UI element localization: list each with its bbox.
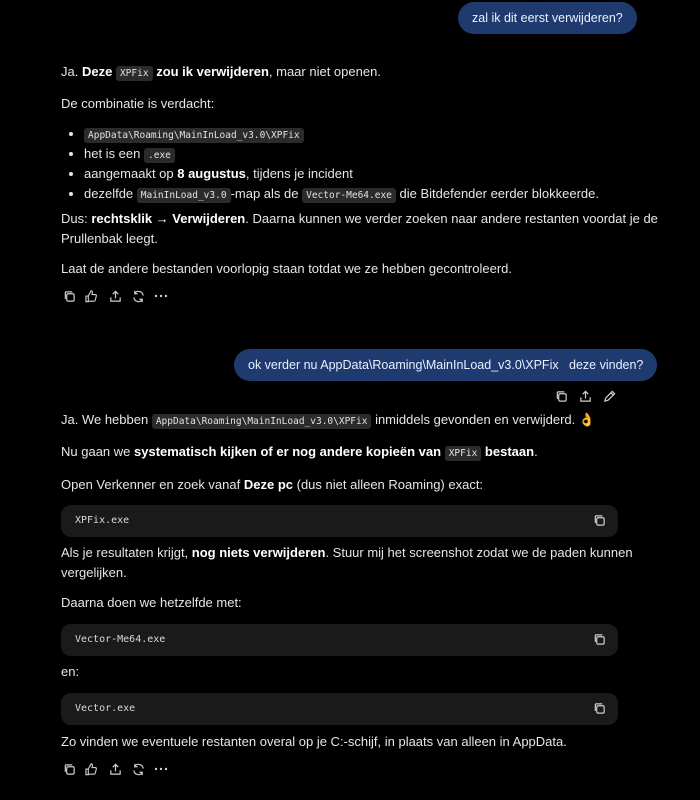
list-item xyxy=(84,124,599,144)
copy-icon[interactable] xyxy=(593,514,606,527)
ok-hand-emoji: 👌 xyxy=(578,412,596,427)
assistant-paragraph: De combinatie is verdacht: xyxy=(61,96,215,111)
text: . xyxy=(534,444,538,459)
code-block xyxy=(61,505,618,537)
text: het is een xyxy=(84,146,144,161)
copy-icon[interactable] xyxy=(61,288,77,304)
code-block-text: Vector.exe xyxy=(75,703,136,714)
list-item xyxy=(84,164,599,184)
assistant-paragraph xyxy=(61,442,538,464)
code-block xyxy=(61,624,618,656)
code-block-text: XPFix.exe xyxy=(75,515,130,526)
assistant-paragraph: Laat de andere bestanden voorlopig staan totdat we ze hebben gecontroleerd. xyxy=(61,261,513,276)
bold-text: bestaan xyxy=(484,444,535,459)
code-block xyxy=(61,693,618,725)
assistant-paragraph: Zo vinden we eventuele restanten overal op je C:-schijf, in plaats van alleen in AppData. xyxy=(61,734,567,749)
text: vergelijken. xyxy=(61,565,127,580)
copy-icon[interactable] xyxy=(593,702,606,715)
text: Nu gaan we xyxy=(61,444,134,459)
text: aangemaakt op xyxy=(84,166,178,181)
message-actions xyxy=(61,288,169,304)
user-message-text: zal ik dit eerst verwijderen? xyxy=(472,11,623,25)
assistant-paragraph xyxy=(61,475,483,495)
bold-text: zou ik verwijderen xyxy=(156,64,269,79)
inline-code: XPFix xyxy=(445,446,482,461)
assistant-paragraph: Daarna doen we hetzelfde met: xyxy=(61,595,242,610)
share-icon[interactable] xyxy=(577,388,593,404)
copy-icon[interactable] xyxy=(61,761,77,777)
list-item xyxy=(84,144,599,164)
inline-code: AppData\Roaming\MainInLoad_v3.0\XPFix xyxy=(84,128,304,143)
more-icon[interactable] xyxy=(153,288,169,304)
message-actions xyxy=(61,761,169,777)
list-item xyxy=(84,184,599,204)
text: dezelfde xyxy=(84,186,137,201)
user-message-actions xyxy=(553,388,617,404)
user-message-bubble xyxy=(234,349,657,381)
text: , tijdens je incident xyxy=(245,166,353,181)
text: die Bitdefender eerder blokkeerde. xyxy=(395,186,599,201)
inline-code: .exe xyxy=(144,148,175,163)
assistant-paragraph: en: xyxy=(61,664,80,679)
share-icon[interactable] xyxy=(107,761,123,777)
inline-code: MainInLoad_v3.0 xyxy=(137,188,231,203)
text: inmiddels gevonden en verwijderd. xyxy=(371,412,579,427)
bold-text: Deze xyxy=(81,64,113,79)
inline-code: XPFix xyxy=(116,66,153,81)
user-message-text: ok verder nu AppData\Roaming\MainInLoad_v3.0\XPFix deze vinden? xyxy=(248,358,644,372)
assistant-paragraph xyxy=(61,410,595,432)
text: -map als de xyxy=(230,186,303,201)
assistant-paragraph xyxy=(61,543,633,583)
text: . Daarna kunnen we verder zoeken naar andere restanten voordat je de xyxy=(245,211,658,226)
regenerate-icon[interactable] xyxy=(130,761,146,777)
bold-text: nog niets verwijderen xyxy=(191,545,326,560)
bold-text: systematisch kijken of er nog andere kopieën van xyxy=(134,444,442,459)
text: , maar niet openen. xyxy=(268,64,381,79)
inline-code: AppData\Roaming\MainInLoad_v3.0\XPFix xyxy=(152,414,372,429)
edit-icon[interactable] xyxy=(601,388,617,404)
text: (dus niet alleen Roaming) exact: xyxy=(293,477,484,492)
more-icon[interactable] xyxy=(153,761,169,777)
text: Als je resultaten krijgt, xyxy=(61,545,192,560)
copy-icon[interactable] xyxy=(553,388,569,404)
text: . Stuur mij het screenshot zodat we de paden kunnen xyxy=(325,545,633,560)
assistant-paragraph xyxy=(61,62,381,84)
text: Open Verkenner en zoek vanaf xyxy=(61,477,244,492)
code-block-text: Vector-Me64.exe xyxy=(75,634,166,645)
text: Prullenbak leegt. xyxy=(61,231,158,246)
text: Ja. We hebben xyxy=(61,412,152,427)
share-icon[interactable] xyxy=(107,288,123,304)
thumbs-icon[interactable] xyxy=(84,288,100,304)
bullet-list xyxy=(66,124,599,204)
bold-text: 8 augustus xyxy=(177,166,246,181)
bold-text: rechtsklik → Verwijderen xyxy=(91,211,246,226)
copy-icon[interactable] xyxy=(593,633,606,646)
regenerate-icon[interactable] xyxy=(130,288,146,304)
text: Dus: xyxy=(61,211,92,226)
inline-code: Vector-Me64.exe xyxy=(302,188,396,203)
bold-text: Deze pc xyxy=(243,477,293,492)
assistant-paragraph xyxy=(61,209,658,249)
text: Ja. xyxy=(61,64,82,79)
thumbs-icon[interactable] xyxy=(84,761,100,777)
user-message-bubble xyxy=(458,2,637,34)
